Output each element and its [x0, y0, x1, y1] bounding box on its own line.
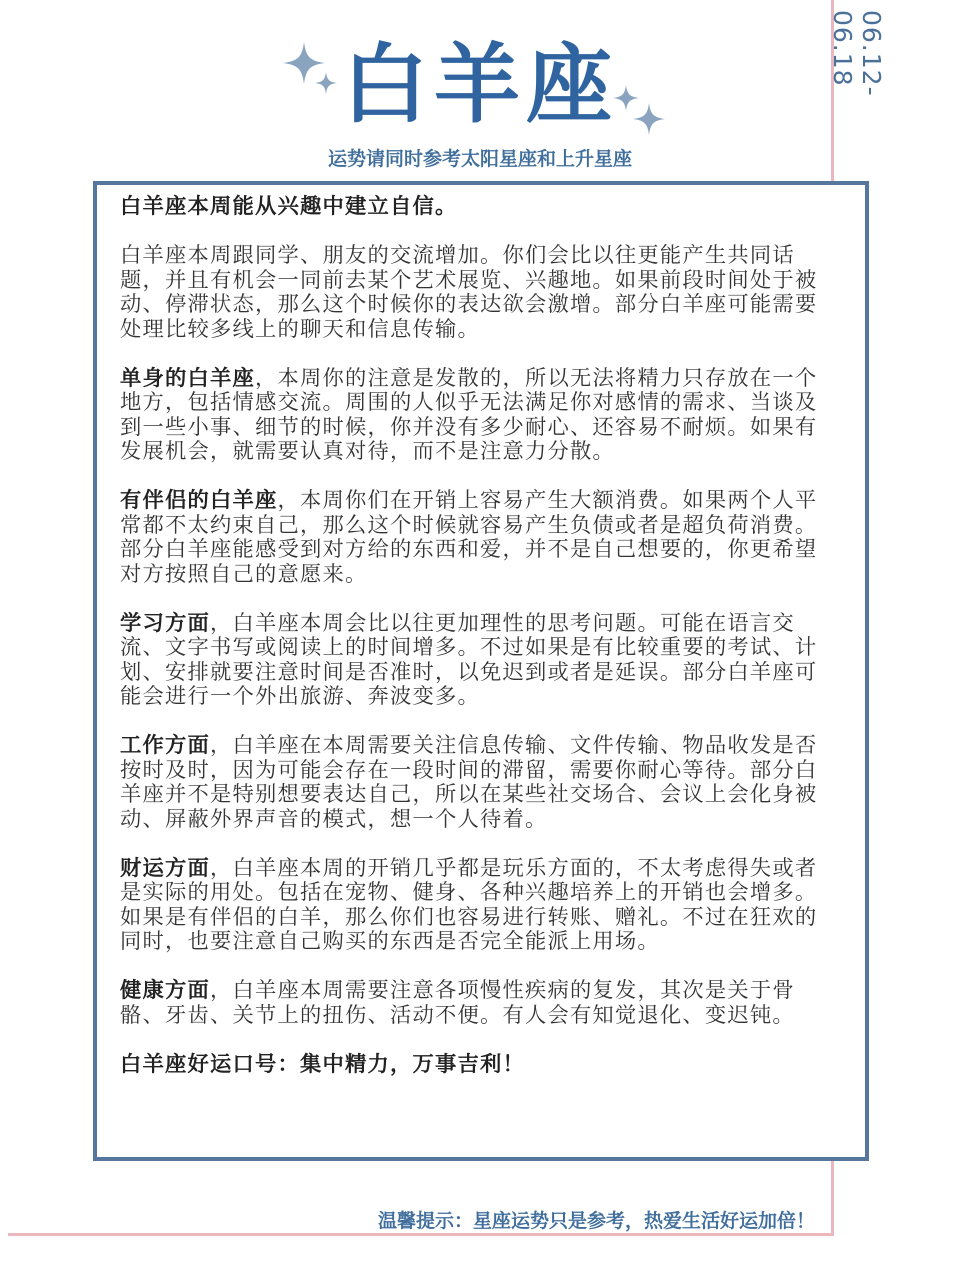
section-health: 健康方面，白羊座本周需要注意各项慢性疾病的复发，其次是关于骨骼、牙齿、关节上的扭伤、活动不便。有人会有知觉退化、变迟钝。 [120, 978, 795, 1028]
lucky-slogan: 白羊座好运口号：集中精力，万事吉利！ [120, 1051, 525, 1077]
section-finance: 财运方面，白羊座本周的开销几乎都是玩乐方面的，不太考虑得失或者是实际的用处。包括在宠物、健身、各种兴趣培养上的开销也会增多。如果是有伴侣的白羊，那么你们也容易进行转账、赠礼。不过在狂欢的同时，也要注意自己购买的东西是否完全能派上用场。 [120, 855, 818, 954]
section-study: 学习方面，白羊座本周会比以往更加理性的思考问题。可能在语言交流、文字书写或阅读上的时间增多。不过如果是有比较重要的考试、计划、安排就要注意时间是否准时，以免迟到或者是延误。部分白羊座可能会进行一个外出旅游、奔波变多。 [120, 610, 818, 709]
subtitle: 运势请同时参考太阳星座和上升星座 [327, 148, 632, 170]
date-range: 06.12-06.18 [828, 10, 886, 97]
horoscope-content [120, 195, 820, 1102]
decorative-horizontal-line [8, 1233, 834, 1236]
intro-heading: 白羊座本周能从兴趣中建立自信。 [120, 194, 458, 219]
section-single: 单身的白羊座，本周你的注意是发散的，所以无法将精力只存放在一个地方，包括情感交流。周围的人似乎无法满足你对感情的需求、当谈及到一些小事、细节的时候，你并没有多少耐心、还容易不耐烦。如果有发展机会，就需要认真对待，而不是注意力分散。 [120, 365, 818, 464]
intro-paragraph: 白羊座本周跟同学、朋友的交流增加。你们会比以往更能产生共同话题，并且有机会一同前去某个艺术展览、兴趣地。如果前段时间处于被动、停滞状态，那么这个时候你的表达欲会激增。部分白羊座可能需要处理比较多线上的聊天和信息传输。 [120, 243, 818, 342]
section-work: 工作方面，白羊座在本周需要关注信息传输、文件传输、物品收发是否按时及时，因为可能会存在一段时间的滞留，需要你耐心等待。部分白羊座并不是特别想要表达自己，所以在某些社交场合、会议上会化身被动、屏蔽外界声音的模式，想一个人待着。 [120, 733, 818, 832]
footer-tip: 温馨提示：星座运势只是参考，热爱生活好运加倍！ [377, 1210, 815, 1232]
page-title: 白羊座 [342, 35, 618, 135]
section-couple: 有伴侣的白羊座，本周你们在开销上容易产生大额消费。如果两个人平常都不太约束自己，那么这个时候就容易产生负债或者是超负荷消费。部分白羊座能感受到对方给的东西和爱，并不是自己想要的，你更希望对方按照自己的意愿来。 [120, 488, 818, 587]
